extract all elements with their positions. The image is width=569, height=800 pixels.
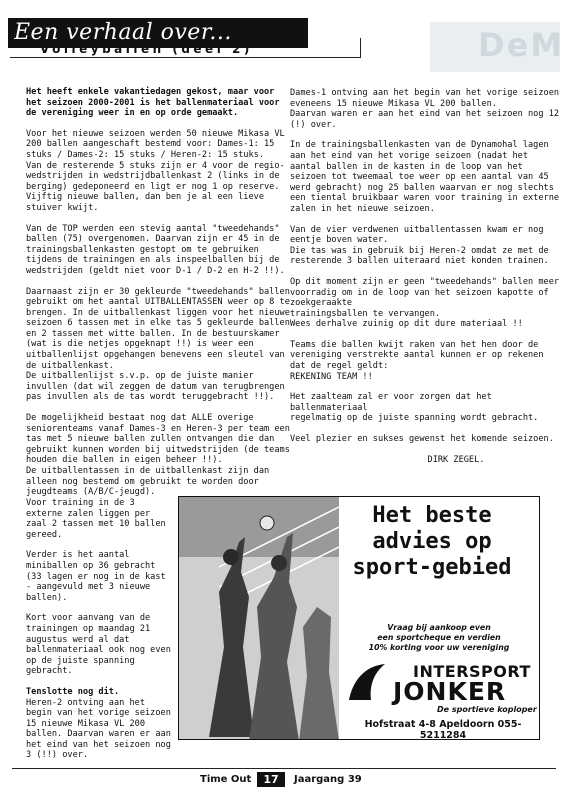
paragraph: Heren-2 ontving aan het begin van het vorige seizoen 15 nieuwe Mikasa VL 200 ballen. Daarvan waren er aan het eind van het seizoen nog 3 (!!) over. bbox=[26, 697, 171, 761]
paragraph: Op dit moment zijn er geen "tweedehands" ballen meer voorradig om in de loop van het seizoen kapotte of zoekgeraakte trainingsballen te vervangen. Wees derhalve zuinig op dit dure materiaal !! bbox=[290, 276, 560, 330]
paragraph: Verder is het aantal miniballen op 36 gebracht (33 lagen er nog in de kast - aangevuld met 3 nieuwe ballen). bbox=[26, 550, 166, 603]
article-subtitle: Volleyballen (deel 2) bbox=[40, 42, 253, 56]
background-logo-text: DeM bbox=[478, 26, 565, 64]
paragraph: Voor training in de 3 externe zalen liggen per zaal 2 tassen met 10 ballen gereed. bbox=[26, 498, 166, 540]
paragraph: In de trainingsballenkasten van de Dynamohal lagen aan het eind van het vorige seizoen (nadat het aantal ballen in de kasten in de loop van het seizoen tot tweemaal toe weer op een aantal van 45 werd gebracht) nog 25 ballen waarvan er nog slechts een tiental bruikbaar waren voor training in externe zalen in het nieuwe seizoen. bbox=[290, 140, 560, 214]
brand-intersport: INTERSPORT bbox=[413, 662, 531, 681]
volume-label: Jaargang 39 bbox=[294, 774, 362, 785]
page-number: 17 bbox=[257, 772, 285, 787]
intersport-advertisement bbox=[178, 496, 540, 740]
bottom-left-column bbox=[26, 498, 171, 771]
magazine-name: Time Out bbox=[200, 774, 252, 785]
left-column bbox=[26, 87, 294, 508]
advert-line: een sportcheque en verdien bbox=[377, 633, 501, 642]
paragraph: Voor het nieuwe seizoen werden 50 nieuwe Mikasa VL 200 ballen aangeschaft bestemd voor: Dames-1: 15 stuks / Dames-2: 15 stuks / Heren-2: 15 stuks. Van de resterende 5 stuks zijn er 4 voor de regio-wedstrijden in wedstrijdballenkast 2 (links in de berging) gedeponeerd en ligt er nog 1 op reserve. Vijftig nieuwe ballen, dan ben je al een lieve stuiver kwijt. bbox=[26, 128, 285, 213]
paragraph: Teams die ballen kwijt raken van het hen door de vereniging verstrekte aantal kunnen er op rekenen dat de regel geldt: REKENING TEAM !! bbox=[290, 339, 544, 382]
title-rule bbox=[10, 57, 360, 58]
right-column bbox=[290, 88, 562, 475]
paragraph: Daarnaast zijn er 30 gekleurde "tweedehands" ballen gebruikt om het aantal UITBALLENTASSEN weer op 8 te brengen. In de uitballenkast liggen voor het nieuwe seizoen 6 tassen met in elke tas 5 gekleurde ballen en 2 tassen met witte ballen. In de bestuurskamer (wat is die netjes opgeknapt !!) is weer een uitballenlijst opgehangen benevens een sleutel van de uitballenkast. De uitballenlijst s.v.p. op de juiste manier invullen (dat wil zeggen de datum van terugbrengen pas invullen als de tas wordt teruggebracht !!). bbox=[26, 286, 290, 403]
advert-line: Vraag bij aankoop even bbox=[387, 623, 491, 632]
paragraph: De mogelijkheid bestaat nog dat ALLE overige seniorenteams vanaf Dames-3 en Heren-3 per team een tas met 5 nieuwe ballen zullen ontvangen die dan gebruikt kunnen worden bij uitwedstrijden (de teams houden die ballen in eigen beheer !!). De uitballentassen in de uitballenkast zijn dan alleen nog bestemd om gebruikt te worden door jeugdteams (A/B/C-jeugd). bbox=[26, 413, 290, 498]
section-heading: Tenslotte nog dit. bbox=[26, 686, 120, 697]
paragraph: Veel plezier en sukses gewenst het komende seizoen. bbox=[290, 434, 554, 445]
banner-title: Een verhaal over... bbox=[14, 20, 232, 45]
page-footer bbox=[0, 772, 569, 790]
paragraph: Van de vier verdwenen uitballentassen kwam er nog eentje boven water. Die tas was in gebruik bij Heren-2 omdat ze met de resterende 3 ballen uiteraard niet konden trainen. bbox=[290, 224, 549, 267]
advert-line: 10% korting voor uw vereniging bbox=[368, 643, 510, 652]
title-rule-vertical bbox=[360, 38, 361, 58]
paragraph: Het zaalteam zal er voor zorgen dat het ballenmateriaal regelmatig op de juiste spanning wordt gebracht. bbox=[290, 392, 539, 424]
footer-rule bbox=[12, 768, 556, 769]
advert-headline: Het beste advies op sport-gebied bbox=[352, 503, 512, 580]
paragraph: Kort voor aanvang van de trainingen op maandag 21 augustus werd al dat ballenmateriaal ook nog even op de juiste spanning gebracht. bbox=[26, 613, 171, 677]
intro-paragraph: Het heeft enkele vakantiedagen gekost, maar voor het seizoen 2000-2001 is het ballenmateriaal voor de vereniging weer in en op orde gemaakt. bbox=[26, 87, 280, 119]
advert-slogan: De sportieve koploper bbox=[437, 705, 537, 714]
paragraph: Dames-1 ontving aan het begin van het vorige seizoen eveneens 15 nieuwe Mikasa VL 200 ballen. Daarvan waren er aan het eind van het seizoen nog 12 (!) over. bbox=[290, 88, 560, 130]
author-signature: DIRK ZEGEL. bbox=[427, 454, 485, 465]
volleyball-players-photo bbox=[179, 497, 339, 740]
brand-jonker: JONKER bbox=[393, 677, 507, 706]
advert-address: Hofstraat 4-8 Apeldoorn 055-5211284 bbox=[364, 719, 522, 740]
paragraph: Van de TOP werden een stevig aantal "tweedehands" ballen (75) overgenomen. Daarvan zijn er 45 in de trainingsballenkasten gestopt om te gebruiken tijdens de trainingen en als inspeelballen bij de wedstrijden (geldt niet voor D-1 / D-2 en H-2 !!). bbox=[26, 223, 285, 276]
